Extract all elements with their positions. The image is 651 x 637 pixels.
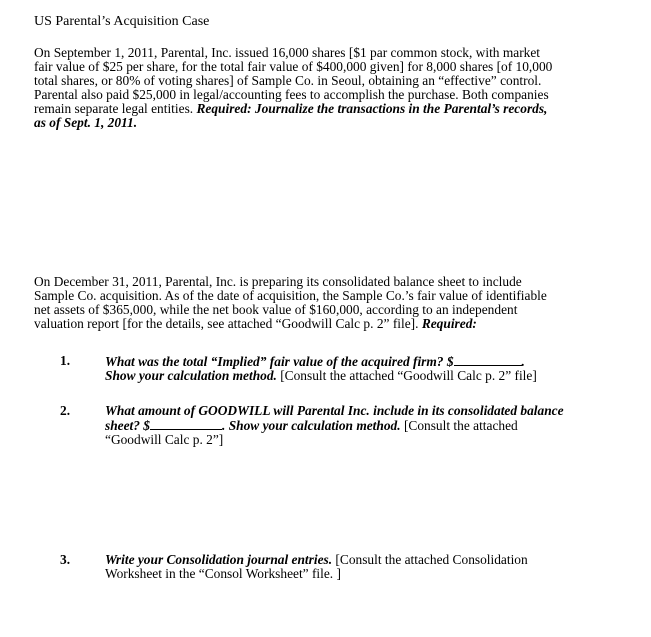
question-note: [Consult the attached [400,418,518,433]
question-number: 2. [60,403,71,418]
question-body [105,553,625,581]
paragraph-line: net assets of $365,000, while the net book value of $160,000, according to an independent [34,302,518,317]
question-body [105,404,625,447]
acquisition-paragraph [34,46,614,130]
paragraph-line: Sample Co. acquisition. As of the date of acquisition, the Sample Co.’s fair value of identifiable [34,288,547,303]
required-label: Required: [421,316,477,331]
question-text: What was the total “Implied” fair value of the acquired firm? $ [105,354,454,369]
answer-blank [150,418,222,430]
consolidation-paragraph [34,275,614,331]
paragraph-line: On September 1, 2011, Parental, Inc. issued 16,000 shares [$1 par common stock, with market [34,45,541,60]
question-number: 1. [60,353,71,368]
paragraph-line [34,102,614,116]
paragraph-line: Parental also paid $25,000 in legal/accounting fees to accomplish the purchase. Both companies [34,87,549,102]
question-text: What amount of GOODWILL will Parental Inc. include in its consolidated balance [105,403,564,418]
question-note: Worksheet in the “Consol Worksheet” file. ] [105,566,341,581]
question-note: “Goodwill Calc p. 2”] [105,432,224,447]
question-text: sheet? $ [105,418,151,433]
required-instruction-date: as of Sept. 1, 2011. [34,115,138,130]
question-note: [Consult the attached Consolidation [332,552,528,567]
paragraph-line: On December 31, 2011, Parental, Inc. is preparing its consolidated balance sheet to include [34,274,522,289]
paragraph-line: total shares, or 80% of voting shares] of Sample Co. in Seoul, obtaining an “effective” control. [34,73,542,88]
question-text: Write your Consolidation journal entries. [105,552,333,567]
question-number: 3. [60,552,71,567]
question-text: Show your calculation method. [105,368,277,383]
question-body [105,354,625,383]
question-text: . Show your calculation method. [222,418,401,433]
answer-blank [454,354,522,366]
paragraph-text: remain separate legal entities. [34,101,197,116]
paragraph-line [34,317,614,331]
paragraph-line: fair value of $25 per share, for the total fair value of $400,000 given] for 8,000 shares [of 10,000 [34,59,553,74]
question-punct: . [521,354,525,369]
required-instruction: Required: Journalize the transactions in the Parental’s records, [196,101,548,116]
paragraph-text: valuation report [for the details, see attached “Goodwill Calc p. 2” file]. [34,316,422,331]
document-title: US Parental’s Acquisition Case [34,14,210,29]
question-note: [Consult the attached “Goodwill Calc p. 2” file] [276,368,537,383]
